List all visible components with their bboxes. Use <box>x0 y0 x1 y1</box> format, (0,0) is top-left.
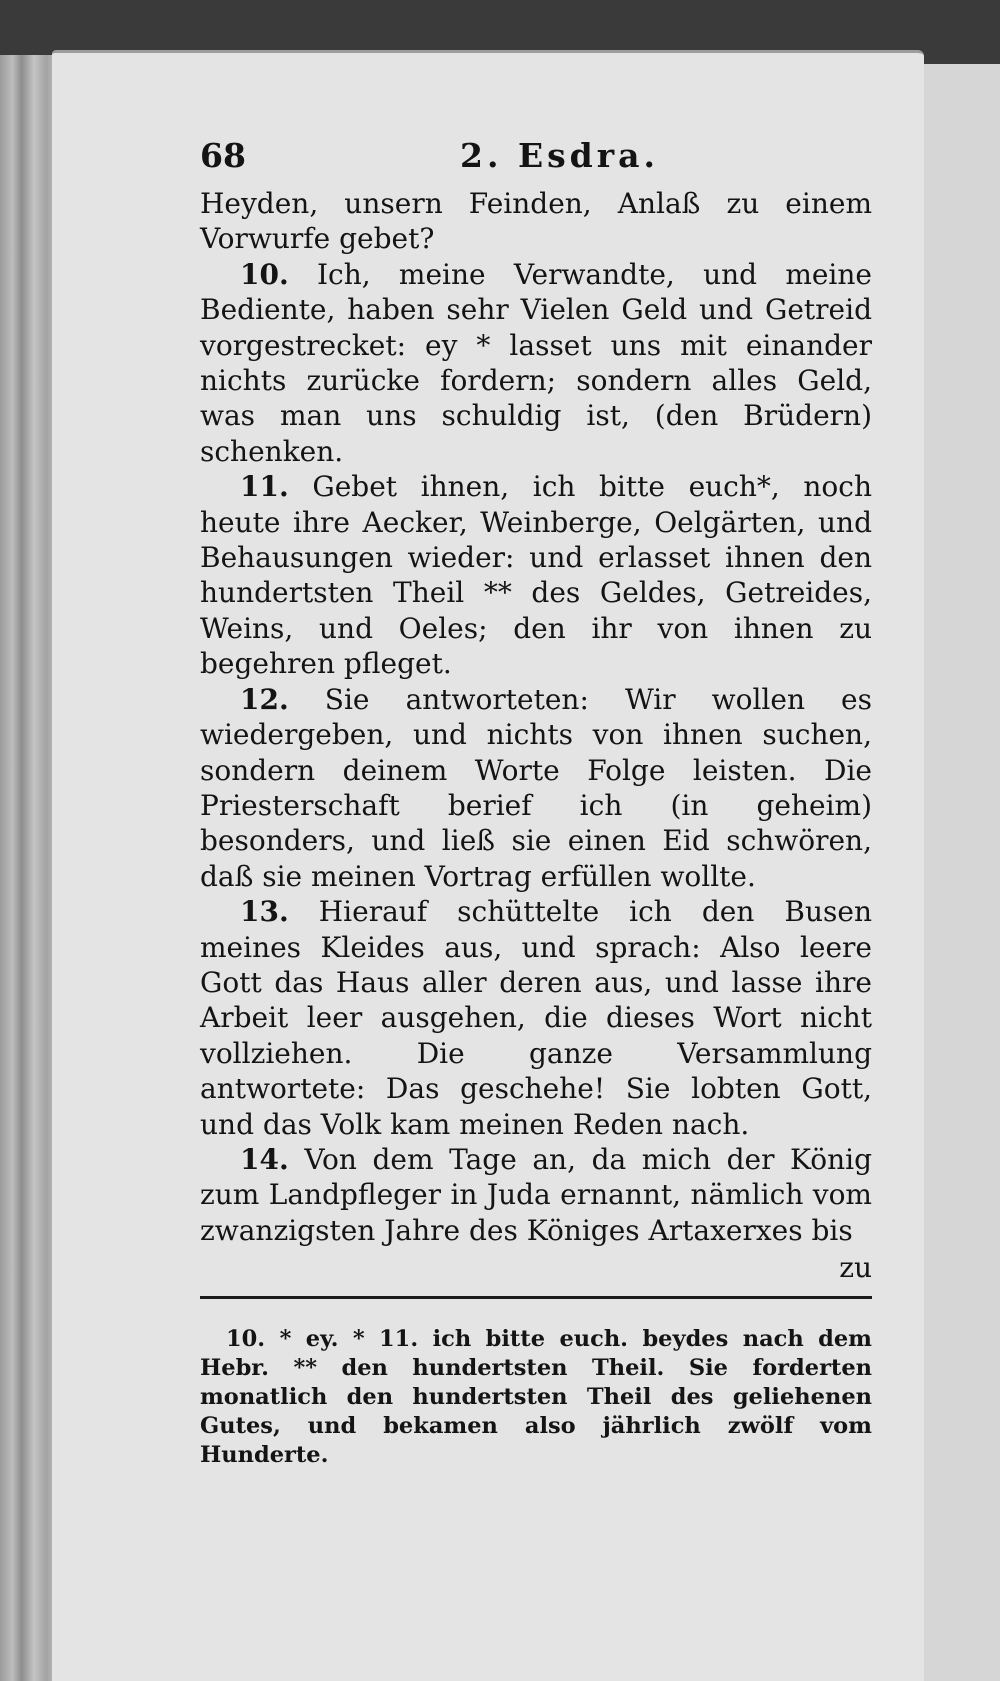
verse-text: Sie antworteten: Wir wollen es wiedergeben, und nichts von ihnen suchen, sondern deinem Worte Folge leisten. Die Priesterschaft berief ich (in geheim) besonders, und ließ sie einen Eid schwören, daß sie meinen Vortrag erfüllen wollte. <box>200 682 872 893</box>
verse-text: Ich, meine Verwandte, und meine Bediente, haben sehr Vielen Geld und Getreid vorgestrecket: ey * lasset uns mit einander nichts zurücke fordern; sondern alles Geld, was man uns schuldig ist, (den Brüdern) schenken. <box>200 257 872 468</box>
verse-text: Von dem Tage an, da mich der König zum Landpfleger in Juda ernannt, nämlich vom zwanzigsten Jahre des Königes Artaxerxes bis <box>200 1142 872 1247</box>
verse-10 <box>200 257 872 469</box>
verse-14 <box>200 1142 872 1248</box>
footnote: 10. * ey. * 11. ich bitte euch. beydes nach dem Hebr. ** den hundertsten Theil. Sie forderten monatlich den hundertsten Theil des geliehenen Gutes, und bekamen also jährlich zwölf vom Hunderte. <box>200 1326 872 1469</box>
verse-text: Heyden, unsern Feinden, Anlaß zu einem Vorwurfe gebet? <box>200 187 872 256</box>
footnote-rule <box>200 1296 872 1299</box>
verse-number: 10. <box>240 257 289 291</box>
verse-number: 13. <box>240 895 289 929</box>
verse-12 <box>200 682 872 894</box>
verse-text: Gebet ihnen, ich bitte euch*, noch heute ihre Aecker, Weinberge, Oelgärten, und Behausungen wieder: und erlasset ihnen den hundertsten Theil ** des Geldes, Getreides, Weins, und Oeles; den ihr von ihnen zu begehren pfleget. <box>200 470 872 681</box>
text-block <box>200 130 872 1470</box>
facing-page-edge <box>918 64 1000 1681</box>
verse-number: 12. <box>240 682 289 716</box>
page-number: 68 <box>200 136 246 175</box>
running-head <box>200 130 872 186</box>
verse-13 <box>200 894 872 1142</box>
verse-continuation <box>200 186 872 257</box>
verse-number: 11. <box>240 470 289 504</box>
catchword: zu <box>839 1251 872 1285</box>
verse-11 <box>200 469 872 681</box>
verse-text: Hierauf schüttelte ich den Busen meines Kleides aus, und sprach: Also leere Gott das Haus aller deren aus, und lasse ihre Arbeit leer ausgehen, die dieses Wort nicht vollziehen. Die ganze Versammlung antwortete: Das geschehe! Sie lobten Gott, und das Volk kam meinen Reden nach. <box>200 895 872 1141</box>
book-title: 2. Esdra. <box>460 136 660 175</box>
verse-number: 14. <box>240 1142 289 1176</box>
